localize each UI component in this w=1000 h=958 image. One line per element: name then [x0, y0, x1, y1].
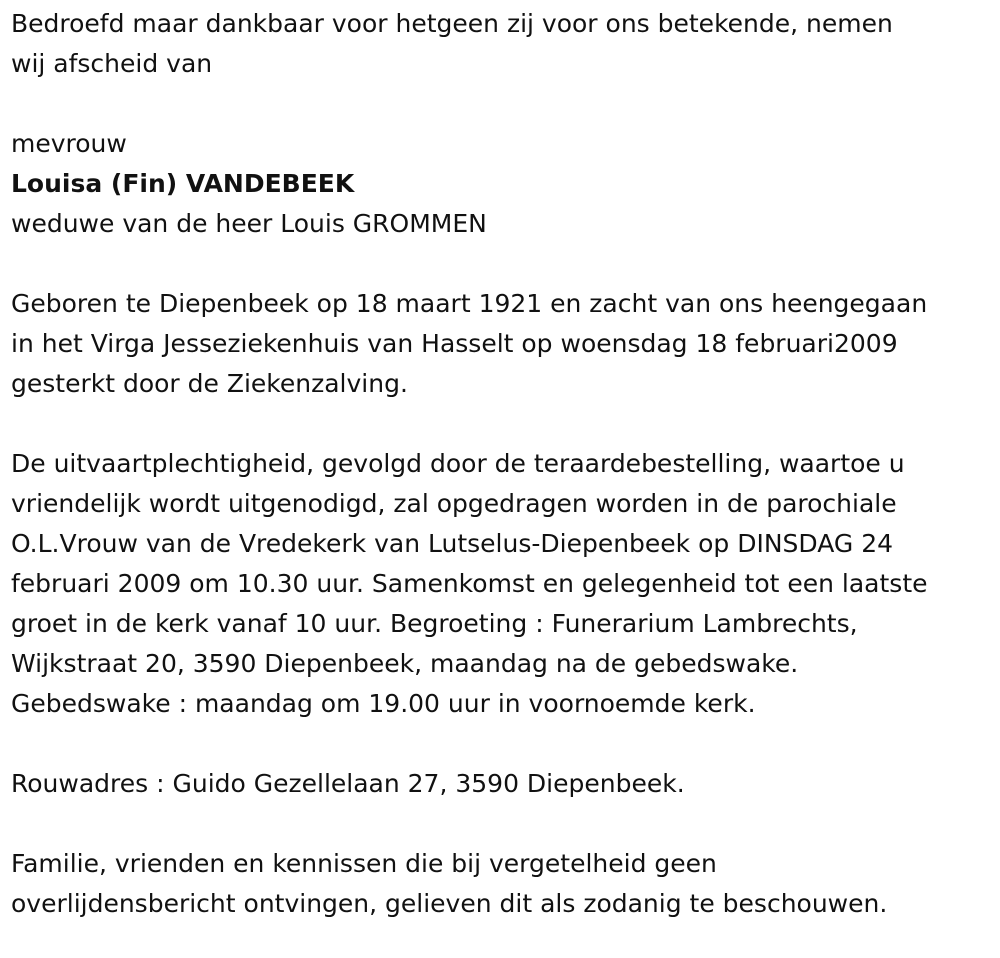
- honorific: mevrouw: [11, 129, 127, 158]
- birth-paragraph: [11, 284, 996, 404]
- birth-line: Geboren te Diepenbeek op 18 maart 1921 en zacht van ons heengegaan: [11, 289, 928, 318]
- intro-line: wij afscheid van: [11, 49, 213, 78]
- mourning-address: Rouwadres : Guido Gezellelaan 27, 3590 Diepenbeek.: [11, 769, 685, 798]
- birth-line: in het Virga Jesseziekenhuis van Hasselt op woensdag 18 februari2009: [11, 329, 898, 358]
- funeral-line: Gebedswake : maandag om 19.00 uur in voornoemde kerk.: [11, 689, 756, 718]
- funeral-paragraph: [11, 444, 996, 724]
- birth-line: gesterkt door de Ziekenzalving.: [11, 369, 408, 398]
- widow-of-line: weduwe van de heer Louis GROMMEN: [11, 209, 487, 238]
- closing-paragraph: [11, 844, 996, 924]
- funeral-line: De uitvaartplechtigheid, gevolgd door de teraardebestelling, waartoe u: [11, 449, 905, 478]
- funeral-line: O.L.Vrouw van de Vredekerk van Lutselus-Diepenbeek op DINSDAG 24: [11, 529, 894, 558]
- deceased-name: Louisa (Fin) VANDEBEEK: [11, 169, 355, 198]
- intro-paragraph: [11, 4, 996, 84]
- death-notice: [11, 4, 996, 924]
- funeral-line: vriendelijk wordt uitgenodigd, zal opgedragen worden in de parochiale: [11, 489, 897, 518]
- closing-line: overlijdensbericht ontvingen, gelieven dit als zodanig te beschouwen.: [11, 889, 888, 918]
- funeral-line: februari 2009 om 10.30 uur. Samenkomst en gelegenheid tot een laatste: [11, 569, 928, 598]
- funeral-line: Wijkstraat 20, 3590 Diepenbeek, maandag na de gebedswake.: [11, 649, 799, 678]
- intro-line: Bedroefd maar dankbaar voor hetgeen zij voor ons betekende, nemen: [11, 9, 893, 38]
- closing-line: Familie, vrienden en kennissen die bij vergetelheid geen: [11, 849, 717, 878]
- funeral-line: groet in de kerk vanaf 10 uur. Begroeting : Funerarium Lambrechts,: [11, 609, 858, 638]
